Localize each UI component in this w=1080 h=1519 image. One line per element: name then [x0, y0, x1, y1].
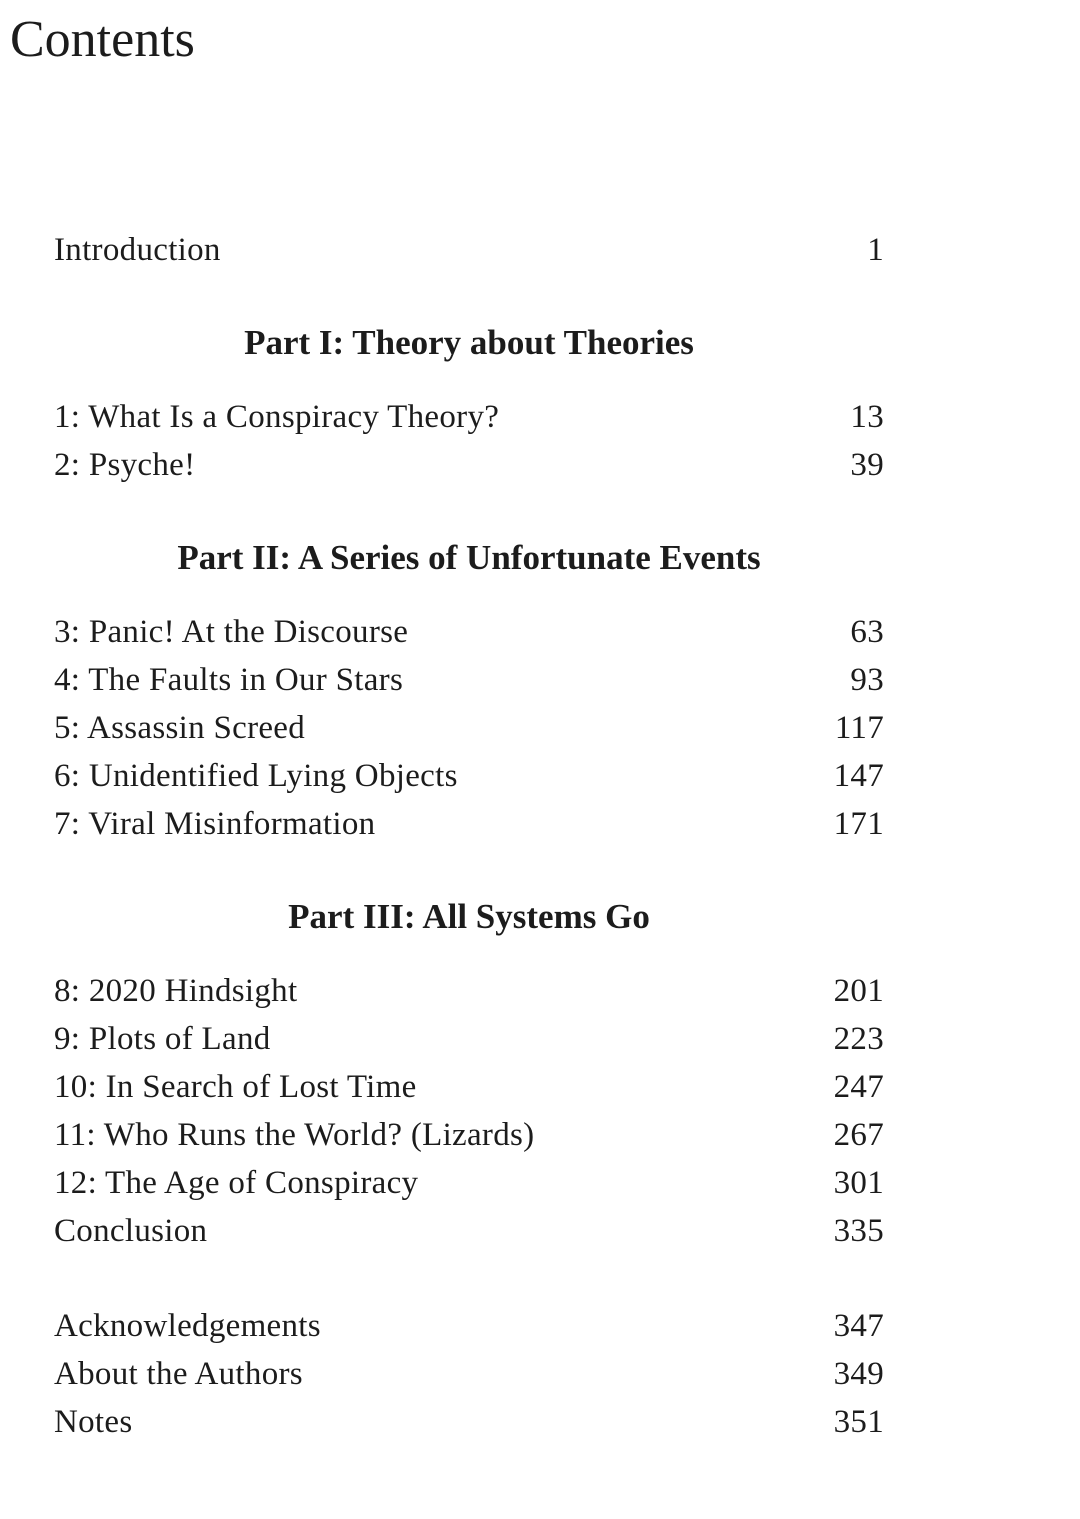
toc-entry-chapter-7[interactable] [54, 802, 884, 846]
toc-entry-notes[interactable] [54, 1400, 884, 1444]
toc-entry-page: 301 [833, 1165, 884, 1201]
toc-entry-page: 171 [833, 806, 884, 842]
toc-entry-chapter-4[interactable] [54, 658, 884, 702]
toc-entry-chapter-9[interactable] [54, 1017, 884, 1061]
toc-entry-title: 12: The Age of Conspiracy [54, 1165, 419, 1201]
toc-entry-title: 11: Who Runs the World? (Lizards) [54, 1117, 535, 1153]
page-title: Contents [10, 11, 195, 68]
toc-entry-page: 13 [850, 399, 884, 435]
toc-entry-title: 7: Viral Misinformation [54, 806, 376, 842]
toc-entry-chapter-11[interactable] [54, 1113, 884, 1157]
toc-entry-chapter-2[interactable] [54, 443, 884, 487]
toc-entry-title: Conclusion [54, 1213, 208, 1249]
toc-entry-title: 8: 2020 Hindsight [54, 973, 298, 1009]
toc-entry-chapter-10[interactable] [54, 1065, 884, 1109]
toc-entry-page: 223 [833, 1021, 884, 1057]
toc-entry-page: 349 [833, 1356, 884, 1392]
toc-entry-page: 1 [867, 232, 884, 268]
toc-entry-page: 347 [833, 1308, 884, 1344]
toc-entry-page: 93 [850, 662, 884, 698]
toc-entry-acknowledgements[interactable] [54, 1304, 884, 1348]
toc-entry-introduction[interactable] [54, 228, 884, 272]
toc-entry-title: Acknowledgements [54, 1308, 321, 1344]
toc-entry-page: 117 [834, 710, 884, 746]
toc-entry-chapter-3[interactable] [54, 610, 884, 654]
part-heading-1: Part I: Theory about Theories [244, 323, 694, 362]
toc-entry-title: 4: The Faults in Our Stars [54, 662, 404, 698]
toc-entry-title: 5: Assassin Screed [54, 710, 306, 746]
toc-entry-page: 247 [833, 1069, 884, 1105]
toc-entry-conclusion[interactable] [54, 1209, 884, 1253]
toc-entry-page: 201 [833, 973, 884, 1009]
toc-entry-title: 2: Psyche! [54, 447, 196, 483]
toc-entry-title: 6: Unidentified Lying Objects [54, 758, 458, 794]
part-heading-3: Part III: All Systems Go [288, 897, 650, 936]
part-heading-2: Part II: A Series of Unfortunate Events [177, 538, 761, 577]
toc-entry-title: Notes [54, 1404, 133, 1440]
toc-entry-page: 351 [833, 1404, 884, 1440]
toc-entry-title: 1: What Is a Conspiracy Theory? [54, 399, 500, 435]
toc-entry-title: 9: Plots of Land [54, 1021, 271, 1057]
toc-entry-page: 147 [833, 758, 884, 794]
toc-entry-chapter-1[interactable] [54, 395, 884, 439]
toc-entry-chapter-12[interactable] [54, 1161, 884, 1205]
toc-entry-page: 63 [850, 614, 884, 650]
toc-entry-about-the-authors[interactable] [54, 1352, 884, 1396]
toc-entry-title: 10: In Search of Lost Time [54, 1069, 417, 1105]
toc-entry-chapter-6[interactable] [54, 754, 884, 798]
toc-entry-title: 3: Panic! At the Discourse [54, 614, 409, 650]
toc-entry-title: Introduction [54, 232, 221, 268]
toc-entry-page: 39 [850, 447, 884, 483]
toc-entry-chapter-5[interactable] [54, 706, 884, 750]
toc-entry-page: 267 [833, 1117, 884, 1153]
toc-entry-chapter-8[interactable] [54, 969, 884, 1013]
toc-entry-page: 335 [833, 1213, 884, 1249]
toc-entry-title: About the Authors [54, 1356, 303, 1392]
